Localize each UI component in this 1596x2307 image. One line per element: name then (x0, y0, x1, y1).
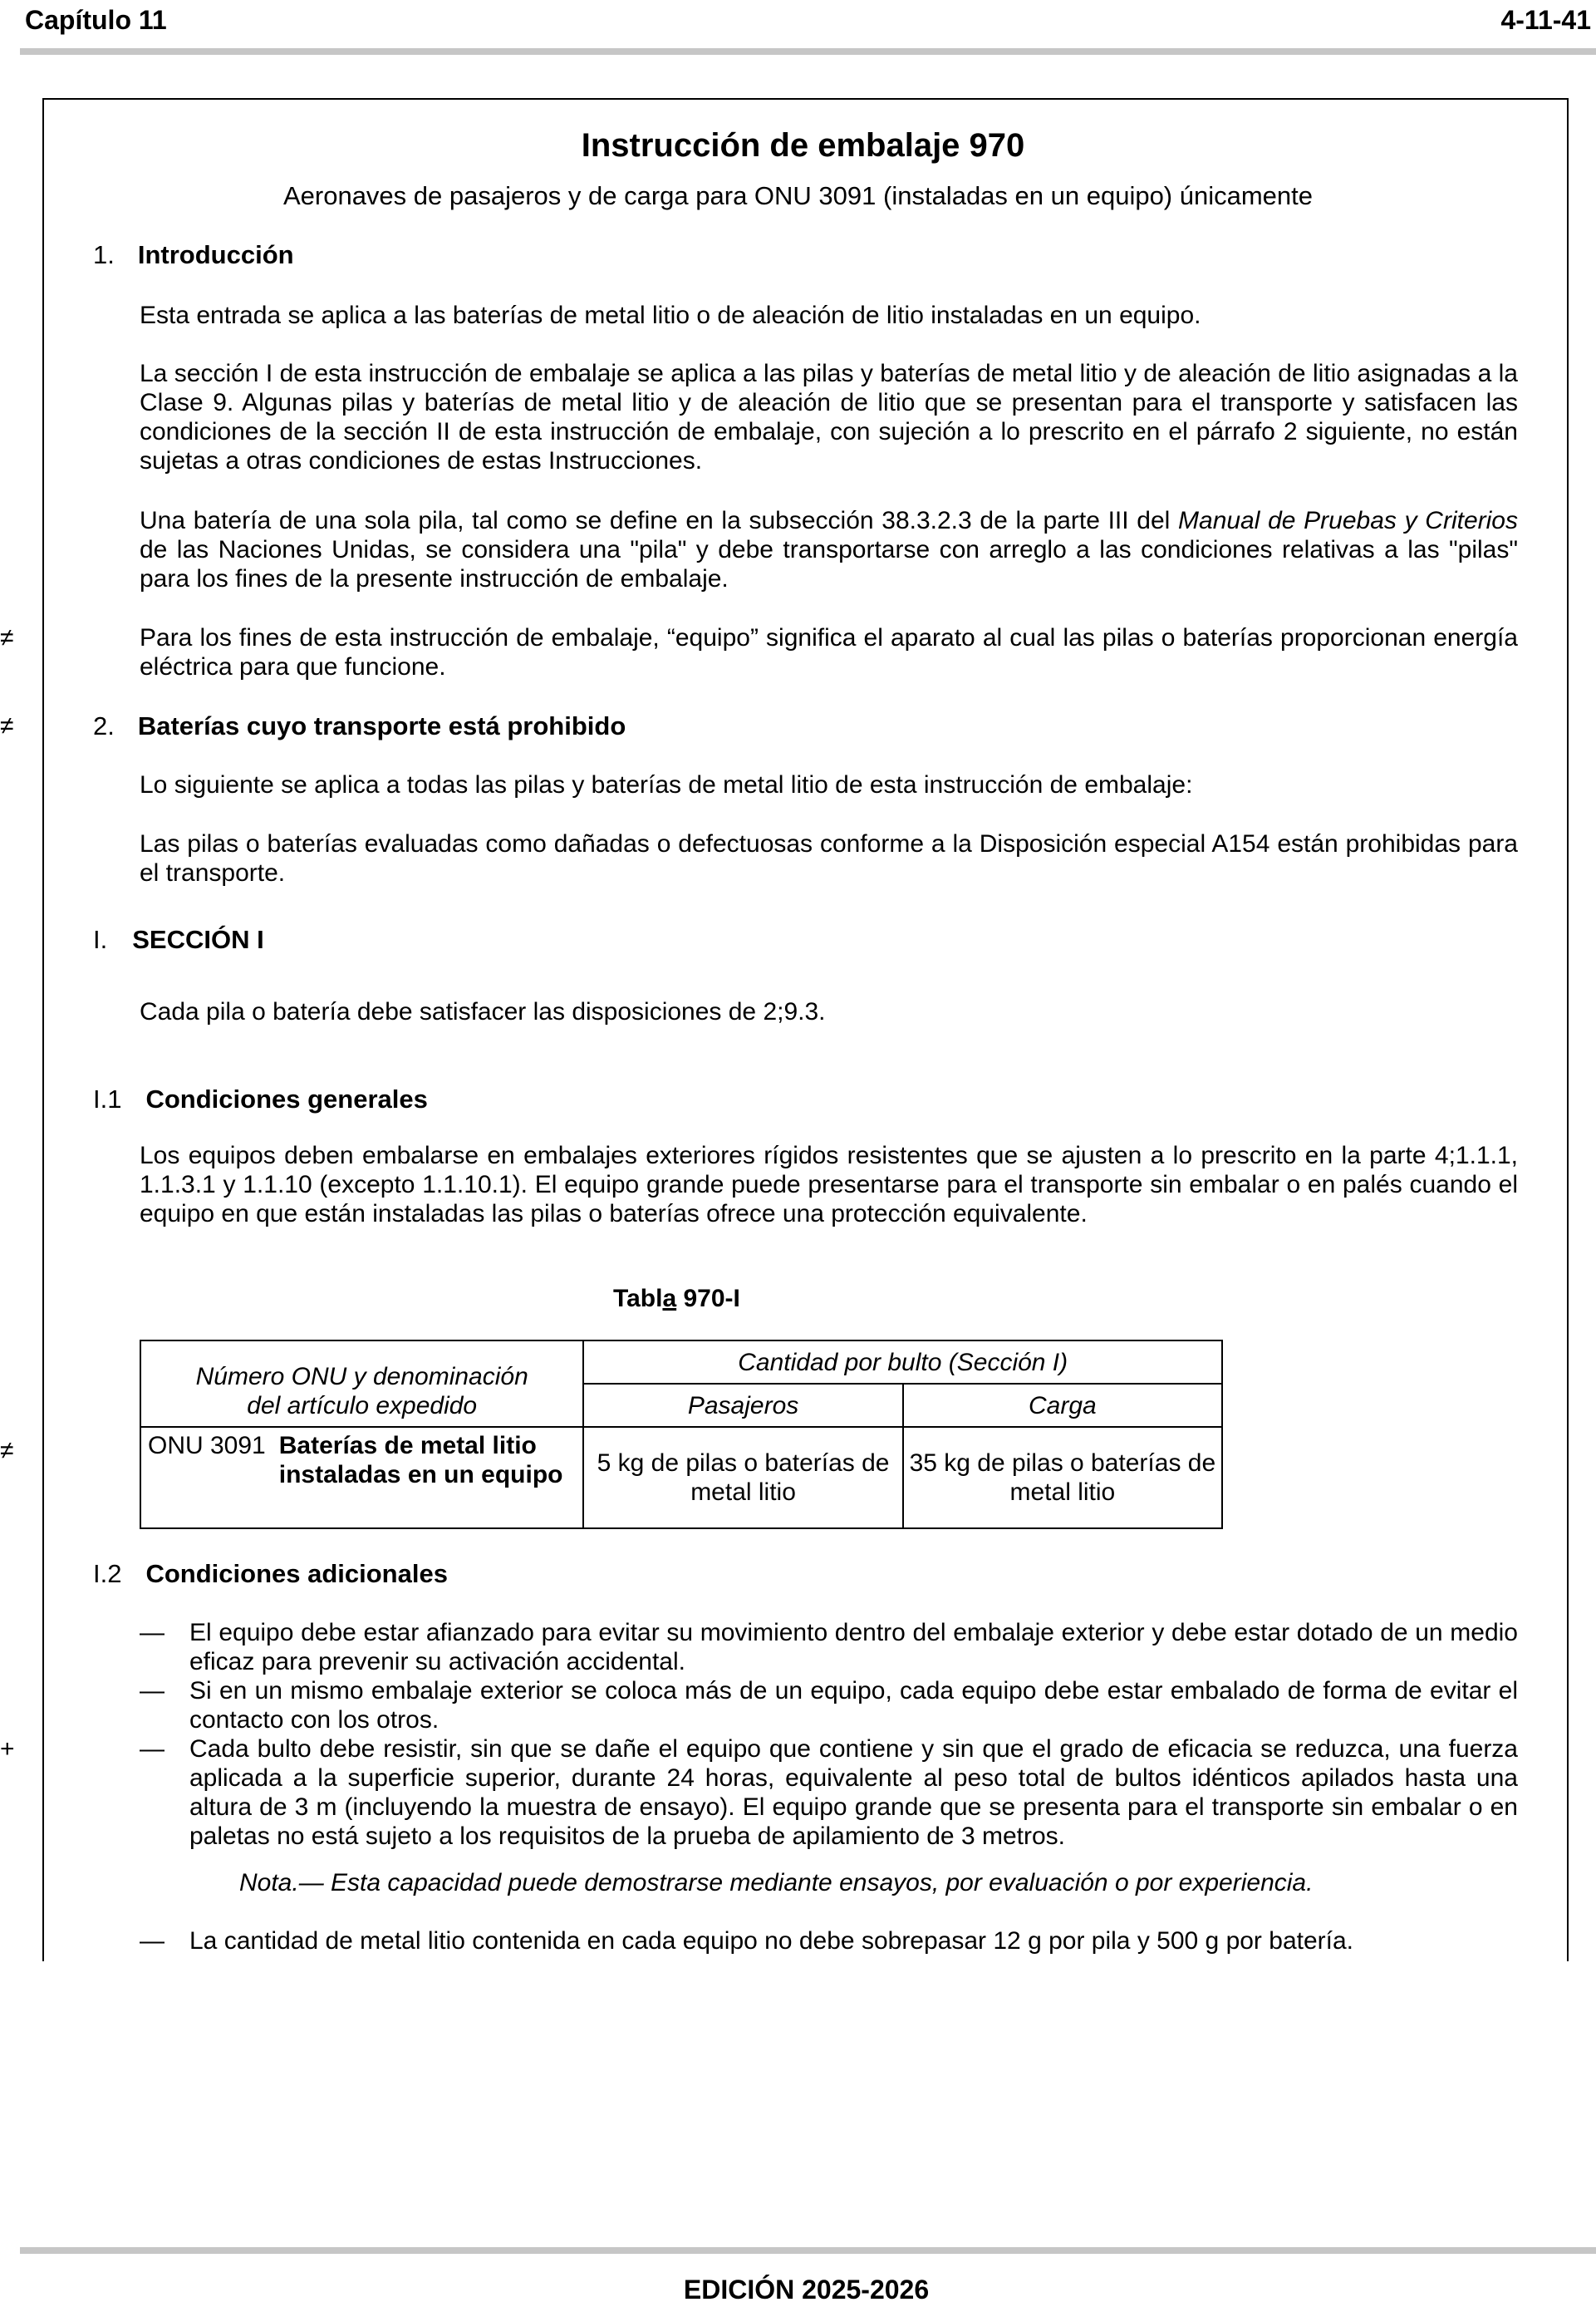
section-i-number: I. (93, 925, 108, 954)
col-header-quantity: Cantidad por bulto (Sección I) (583, 1340, 1222, 1384)
secI-paragraph-1: Cada pila o batería debe satisfacer las disposiciones de 2;9.3. (140, 998, 826, 1026)
section-i2-heading (93, 1559, 448, 1588)
sec2-paragraph-2: Las pilas o baterías evaluadas como dañadas o defectuosas conforme a la Disposición especial A154 están prohibidas para el transporte. (140, 830, 1518, 887)
un-number: ONU 3091 (148, 1432, 266, 1459)
section-i2-title: Condiciones adicionales (145, 1559, 448, 1588)
note-text: Nota.— Esta capacidad puede demostrarse mediante ensayos, por evaluación o por experiencia. (239, 1869, 1314, 1896)
section-i-heading (93, 925, 264, 954)
section-1-title: Introducción (137, 240, 294, 269)
section-2-title: Baterías cuyo transporte está prohibido (137, 711, 626, 740)
sec1-paragraph-3 (140, 506, 1518, 593)
sec1-paragraph-4: Para los fines de esta instrucción de embalaje, “equipo” significa el aparato al cual las pilas o baterías proporcionan energía eléctrica para que funcione. (140, 624, 1518, 681)
section-2-number: 2. (93, 711, 115, 740)
section-i2-number: I.2 (93, 1559, 122, 1588)
condition-item-1: El equipo debe estar afianzado para evitar su movimiento dentro del embalaje exterior y debe estar dotado de un medio eficaz para prevenir su activación accidental. (189, 1619, 1518, 1675)
table-row (140, 1427, 1222, 1528)
section-1-number: 1. (93, 240, 115, 269)
bullet-dash: — (140, 1927, 165, 1955)
sec1-p3-text-b: de las Naciones Unidas, se considera una "pila" y debe transportarse con arreglo a las condiciones relativas a las "pilas" para los fines de la presente instrucción de embalaje. (140, 536, 1518, 593)
section-1-heading (93, 240, 294, 269)
section-2-heading (93, 711, 626, 740)
cell-un-entry (140, 1427, 583, 1528)
edition-label: EDICIÓN 2025-2026 (683, 2275, 930, 2305)
sec1-paragraph-1: Esta entrada se aplica a las baterías de metal litio o de aleación de litio instaladas en un equipo. (140, 302, 1201, 329)
chapter-label: Capítulo 11 (25, 5, 167, 35)
section-i-title: SECCIÓN I (132, 925, 264, 954)
section-i1-title: Condiciones generales (145, 1085, 428, 1114)
page-subtitle: Aeronaves de pasajeros y de carga para ONU 3091 (instaladas en un equipo) únicamente (282, 181, 1314, 210)
bullet-dash: — (140, 1677, 165, 1704)
cell-passengers: 5 kg de pilas o baterías de metal litio (583, 1427, 902, 1528)
condition-item-4: La cantidad de metal litio contenida en cada equipo no debe sobrepasar 12 g por pila y 500 g por batería. (189, 1927, 1353, 1955)
quantity-table (140, 1340, 1223, 1529)
table-caption: Tabla 970-I (613, 1285, 740, 1312)
page-number: 4-11-41 (1500, 5, 1591, 35)
sec1-paragraph-2: La sección I de esta instrucción de embalaje se aplica a las pilas y baterías de metal litio y de aleación de litio asignadas a la Clase 9. Algunas pilas y baterías de metal litio y de aleación de litio que se presentan para el transporte y satisfacen las condiciones de la sección II de esta instrucción de embalaje, con sujeción a lo prescrito en el párrafo 2 siguiente, no están sujetas a otras condiciones de estas Instrucciones. (140, 360, 1518, 475)
footer-rule (20, 2247, 1596, 2254)
page-title: Instrucción de embalaje 970 (581, 127, 1025, 164)
section-i1-number: I.1 (93, 1085, 122, 1114)
cell-cargo: 35 kg de pilas o baterías de metal litio (903, 1427, 1222, 1528)
shipping-name: Baterías de metal litio instaladas en un equipo (278, 1432, 563, 1488)
sec1-p3-text-a: Una batería de una sola pila, tal como se define en la subsección 38.3.2.3 de la parte III del (140, 507, 1179, 534)
header-rule (20, 48, 1596, 55)
change-mark-neq: ≠ (0, 1437, 14, 1464)
change-mark-neq: ≠ (0, 712, 14, 740)
manual-title: Manual de Pruebas y Criterios (1178, 507, 1518, 534)
condition-item-2: Si en un mismo embalaje exterior se coloca más de un equipo, cada equipo debe estar embalado de forma de evitar el contacto con los otros. (189, 1677, 1518, 1734)
change-mark-plus: + (0, 1735, 15, 1763)
bullet-dash: — (140, 1735, 165, 1763)
bullet-dash: — (140, 1619, 165, 1646)
col-header-passengers: Pasajeros (583, 1384, 902, 1427)
condition-item-3: Cada bulto debe resistir, sin que se dañe el equipo que contiene y sin que el grado de eficacia se reduzca, una fuerza aplicada a la superficie superior, durante 24 horas, equivalente al peso total de bultos idénticos apilados hasta una altura de 3 m (incluyendo la muestra de ensayo). El equipo grande que se presenta para el transporte sin embalar o en paletas no está sujeto a los requisitos de la prueba de apilamiento de 3 metros. (189, 1735, 1518, 1850)
section-i1-heading (93, 1085, 428, 1114)
col-header-un-name: Número ONU y denominación del artículo expedido (140, 1340, 583, 1427)
change-mark-neq: ≠ (0, 624, 14, 652)
sec2-paragraph-1: Lo siguiente se aplica a todas las pilas y baterías de metal litio de esta instrucción de embalaje: (140, 771, 1193, 799)
secI1-paragraph-1: Los equipos deben embalarse en embalajes exteriores rígidos resistentes que se ajusten a lo prescrito en la parte 4;1.1.1, 1.1.3.1 y 1.1.10 (excepto 1.1.10.1). El equipo grande puede presentarse para el transporte sin embalar o en palés cuando el equipo en que están instaladas las pilas o baterías ofrece una protección equivalente. (140, 1142, 1518, 1227)
col-header-cargo: Carga (903, 1384, 1222, 1427)
